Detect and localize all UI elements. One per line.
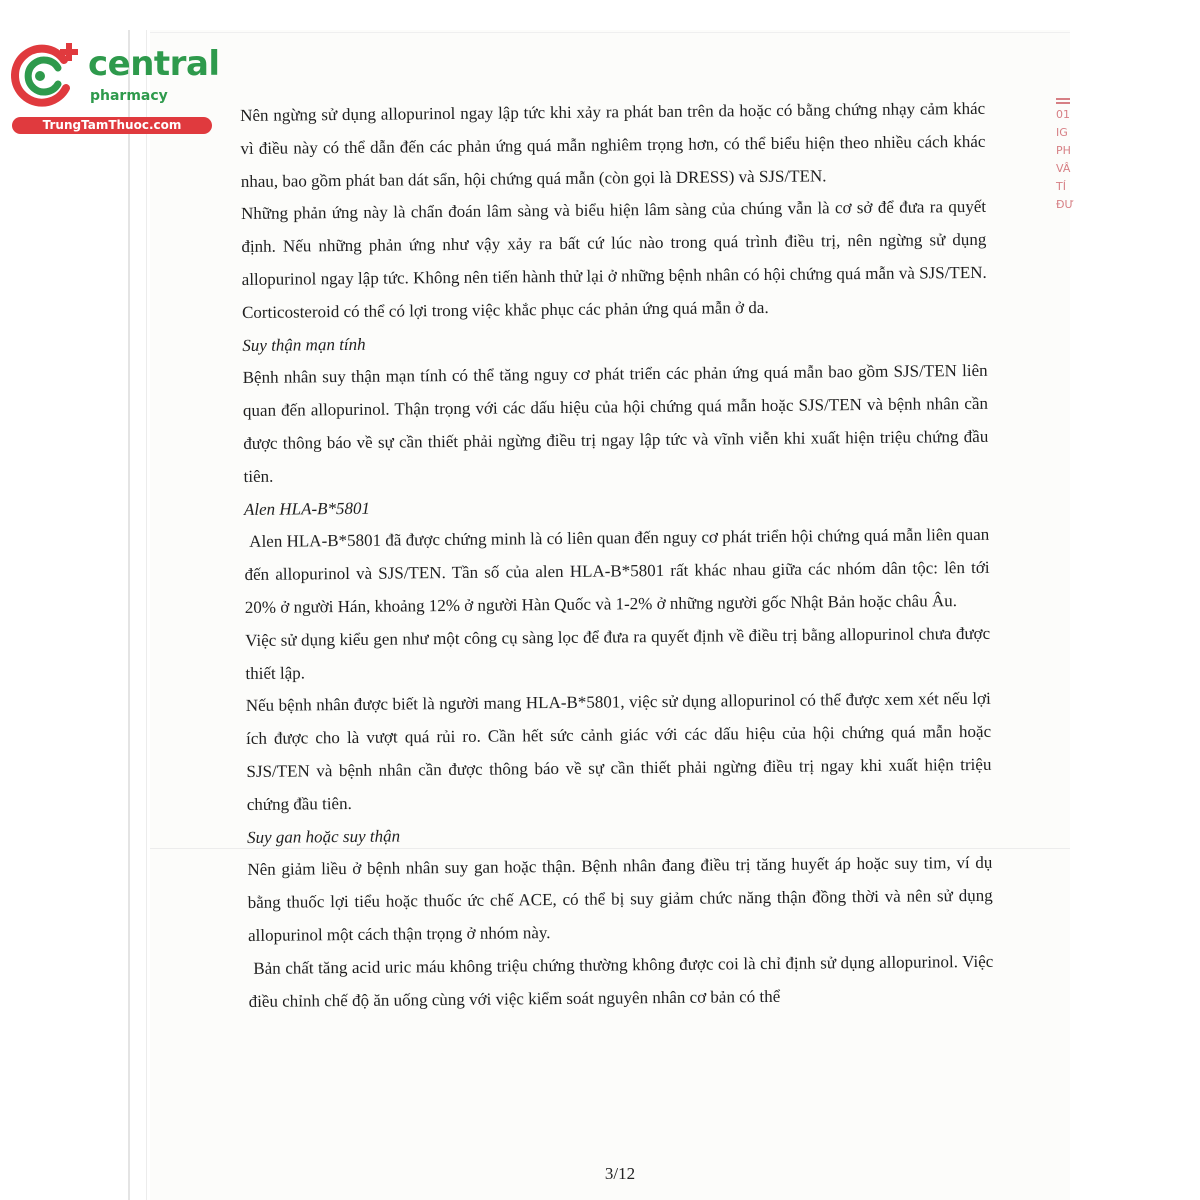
paragraph: Bệnh nhân suy thận mạn tính có thể tăng nguy cơ phát triển các phản ứng quá mẫn bao gồm SJS/TEN liên quan đến allopurinol. Thận trọng với các dấu hiệu của hội chứng quá mẫn hoặc SJS/TEN và bệnh nhân cần được thông báo về sự cần thiết phải ngừng điều trị ngay lập tức và vĩnh viễn khi xuất hiện triệu chứng đầu tiên. (242, 361, 989, 486)
paragraph: Nên ngừng sử dụng allopurinol ngay lập tức khi xảy ra phát ban trên da hoặc có bằng chứng nhạy cảm khác vì điều này có thể dẫn đến các phản ứng quá mẫn nghiêm trọng hơn, có thể biểu hiện theo nhiều cách khác nhau, bao gồm phát ban dát sẩn, hội chứng quá mẫn (còn gọi là DRESS) và SJS/TEN. (240, 98, 986, 191)
logo-tagline: pharmacy (90, 88, 168, 104)
document-body (240, 93, 994, 1018)
central-logo-icon (8, 40, 86, 110)
stamp-bar (1056, 102, 1070, 104)
page-number: 3/12 (604, 1164, 636, 1183)
scan-edge (128, 30, 130, 1200)
stamp-line: 01 (1056, 108, 1070, 121)
paragraph: Nếu bệnh nhân được biết là người mang HLA-B*5801, việc sử dụng allopurinol có thể được xem xét nếu lợi ích được cho là vượt quá rủi ro. Cần hết sức cảnh giác với các dấu hiệu của hội chứng quá mẫn hoặc SJS/TEN và bệnh nhân cần được thông báo về sự cần thiết phải ngừng điều trị ngay khi xuất hiện triệu chứng đầu tiên. (245, 689, 992, 814)
paragraph: Những phản ứng này là chẩn đoán lâm sàng và biểu hiện lâm sàng của chúng vẫn là cơ sở để đưa ra quyết định. Nếu những phản ứng như vậy xảy ra bất cứ lúc nào trong quá trình điều trị, nên ngừng sử dụng allopurinol ngay lập tức. Không nên tiến hành thử lại ở những bệnh nhân có hội chứng quá mẫn và SJS/TEN. Corticosteroid có thể có lợi trong việc khắc phục các phản ứng quá mẫn ở da. (241, 197, 987, 322)
section-heading: Suy thận mạn tính (242, 334, 366, 355)
scan-edge (150, 32, 1070, 33)
stamp-line: IG (1056, 126, 1068, 139)
stamp-line: PH (1056, 144, 1071, 157)
stamp-line: ĐƯ (1056, 198, 1074, 211)
logo-website[interactable]: TrungTamThuoc.com (12, 117, 212, 134)
section-heading: Suy gan hoặc suy thận (246, 826, 401, 847)
stamp-line: VÂ (1056, 162, 1071, 175)
stamp-bar (1056, 98, 1070, 100)
paragraph: Nên giảm liều ở bệnh nhân suy gan hoặc thận. Bệnh nhân đang điều trị tăng huyết áp hoặc suy tim, ví dụ bằng thuốc lợi tiểu hoặc thuốc ức chế ACE, có thể bị suy giảm chức năng thận đồng thời và nên sử dụng allopurinol một cách thận trọng ở nhóm này. (247, 853, 993, 945)
section-heading: Alen HLA-B*5801 (243, 498, 371, 519)
paragraph: Bản chất tăng acid uric máu không triệu chứng thường không được coi là chỉ định sử dụng allopurinol. Việc điều chỉnh chế độ ăn uống cùng với việc kiểm soát nguyên nhân cơ bản có thể (248, 951, 994, 1011)
stamp-line: TÍ (1056, 180, 1066, 193)
logo-brand: central (88, 44, 220, 84)
paragraph: Alen HLA-B*5801 đã được chứng minh là có liên quan đến nguy cơ phát triển hội chứng quá mẫn liên quan đến allopurinol và SJS/TEN. Tần số của alen HLA-B*5801 rất khác nhau giữa các nhóm dân tộc: lên tới 20% ở người Hán, khoảng 12% ở người Hàn Quốc và 1-2% ở những người gốc Nhật Bản hoặc châu Âu. (244, 525, 990, 617)
red-margin-stamp (1056, 98, 1076, 214)
central-pharmacy-logo[interactable] (8, 38, 218, 138)
paragraph: Việc sử dụng kiểu gen như một công cụ sàng lọc để đưa ra quyết định về điều trị bằng allopurinol chưa được thiết lập. (245, 623, 991, 683)
scan-edge (146, 30, 147, 1200)
